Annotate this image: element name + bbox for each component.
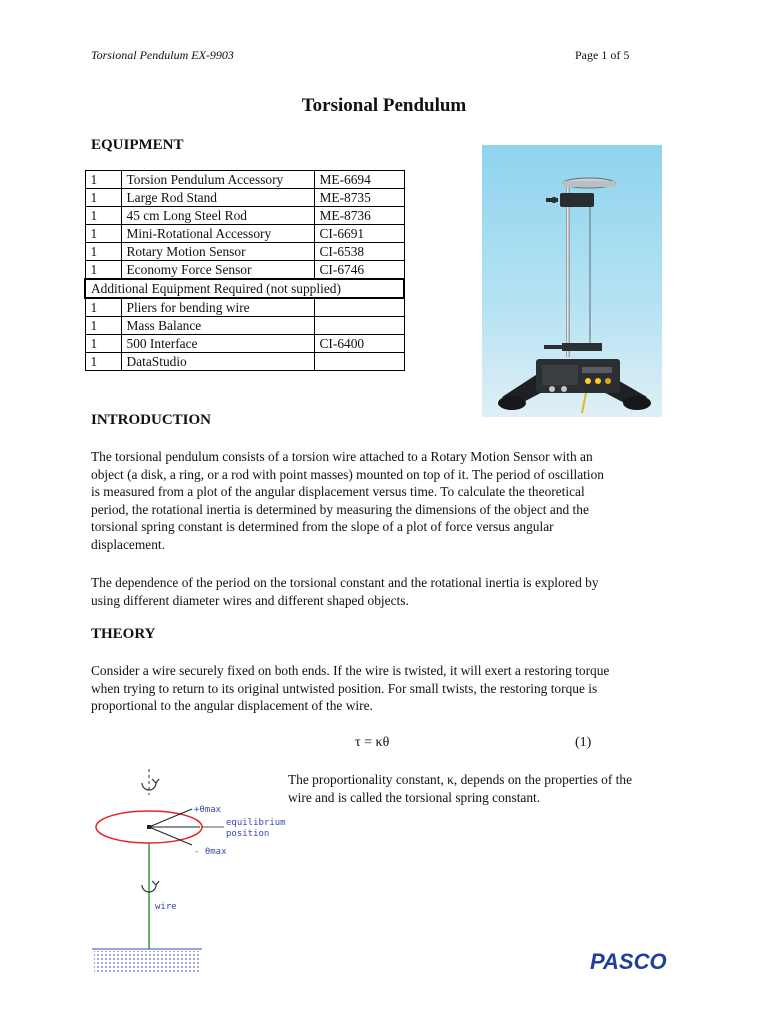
- text-line: Consider a wire securely fixed on both ends. If the wire is twisted, it will exert a restoring torque: [91, 663, 610, 678]
- table-row: [85, 207, 404, 225]
- item-cell: Torsion Pendulum Accessory: [121, 171, 314, 189]
- equilibrium-label-1: equilibrium: [226, 818, 286, 828]
- qty-cell: 1: [85, 298, 121, 317]
- theta-minus-label: - θmax: [194, 847, 227, 857]
- code-cell: CI-6400: [314, 335, 404, 353]
- code-cell: ME-6694: [314, 171, 404, 189]
- qty-cell: 1: [85, 207, 121, 225]
- pasco-logo: [588, 948, 680, 979]
- table-row: [85, 335, 404, 353]
- code-cell: CI-6691: [314, 225, 404, 243]
- item-cell: Economy Force Sensor: [121, 261, 314, 280]
- table-row: [85, 189, 404, 207]
- code-cell: [314, 317, 404, 335]
- code-cell: ME-8736: [314, 207, 404, 225]
- equipment-table: [84, 170, 405, 371]
- text-line: proportional to the angular displacement of the wire.: [91, 698, 373, 714]
- table-row-additional-header: [85, 279, 404, 298]
- code-cell: [314, 298, 404, 317]
- text-line: is measured from a plot of the angular displacement versus time. To calculate the theoretical: [91, 484, 585, 500]
- additional-equipment-label: Additional Equipment Required (not supplied): [85, 279, 404, 298]
- text-line: The dependence of the period on the torsional constant and the rotational inertia is explored by: [91, 575, 599, 590]
- theta-plus-label: +θmax: [194, 805, 222, 815]
- text-line: period, the rotational inertia is determined by measuring the dimensions of the object and the: [91, 501, 589, 517]
- code-cell: CI-6746: [314, 261, 404, 280]
- item-cell: Rotary Motion Sensor: [121, 243, 314, 261]
- text-line: object (a disk, a ring, or a rod with point masses) mounted on top of it. The period of oscillation: [91, 466, 604, 482]
- equipment-heading: EQUIPMENT: [91, 137, 184, 153]
- document-title: Torsional Pendulum: [301, 95, 467, 116]
- item-cell: 45 cm Long Steel Rod: [121, 207, 314, 225]
- qty-cell: 1: [85, 261, 121, 280]
- item-cell: 500 Interface: [121, 335, 314, 353]
- equation: τ = κθ: [355, 735, 390, 750]
- wire-label: wire: [155, 902, 177, 912]
- qty-cell: 1: [85, 353, 121, 371]
- text-line: using different diameter wires and different shaped objects.: [91, 592, 409, 608]
- qty-cell: 1: [85, 171, 121, 189]
- equilibrium-label-2: position: [226, 829, 270, 839]
- torsion-diagram-svg: [88, 765, 308, 977]
- code-cell: ME-8735: [314, 189, 404, 207]
- table-row: [85, 317, 404, 335]
- text-line: displacement.: [91, 536, 165, 552]
- table-row: [85, 225, 404, 243]
- item-cell: Mini-Rotational Accessory: [121, 225, 314, 243]
- table-row: [85, 298, 404, 317]
- apparatus-photo: [482, 145, 662, 417]
- apparatus-illustration: [482, 145, 662, 417]
- qty-cell: 1: [85, 317, 121, 335]
- introduction-paragraph-2: [91, 574, 681, 609]
- table-row: [85, 261, 404, 280]
- introduction-heading: INTRODUCTION: [91, 412, 212, 428]
- text-line: when trying to return to its original untwisted position. For small twists, the restoring torque is: [91, 680, 598, 696]
- item-cell: Mass Balance: [121, 317, 314, 335]
- item-cell: Large Rod Stand: [121, 189, 314, 207]
- torsion-diagram: [88, 765, 308, 982]
- theory-heading: THEORY: [91, 626, 156, 642]
- text-line: The proportionality constant, κ, depends on the properties of the: [288, 772, 633, 787]
- page-number: Page 1 of 5: [575, 48, 630, 62]
- code-cell: [314, 353, 404, 371]
- item-cell: DataStudio: [121, 353, 314, 371]
- theory-paragraph-1: [91, 662, 681, 715]
- qty-cell: 1: [85, 243, 121, 261]
- introduction-paragraph-1: [91, 448, 681, 554]
- qty-cell: 1: [85, 189, 121, 207]
- equation-number: (1): [575, 735, 592, 750]
- table-row: [85, 243, 404, 261]
- theory-paragraph-2: [288, 771, 688, 806]
- code-cell: CI-6538: [314, 243, 404, 261]
- text-line: wire and is called the torsional spring constant.: [288, 789, 541, 805]
- item-cell: Pliers for bending wire: [121, 298, 314, 317]
- running-header-title: Torsional Pendulum EX-9903: [91, 48, 234, 62]
- text-line: The torsional pendulum consists of a torsion wire attached to a Rotary Motion Sensor with an: [91, 449, 593, 464]
- logo-text: PASCO: [590, 949, 667, 974]
- table-row: [85, 353, 404, 371]
- qty-cell: 1: [85, 225, 121, 243]
- table-row: [85, 171, 404, 189]
- text-line: torsional spring constant is determined from the slope of a plot of force versus angular: [91, 519, 554, 535]
- qty-cell: 1: [85, 335, 121, 353]
